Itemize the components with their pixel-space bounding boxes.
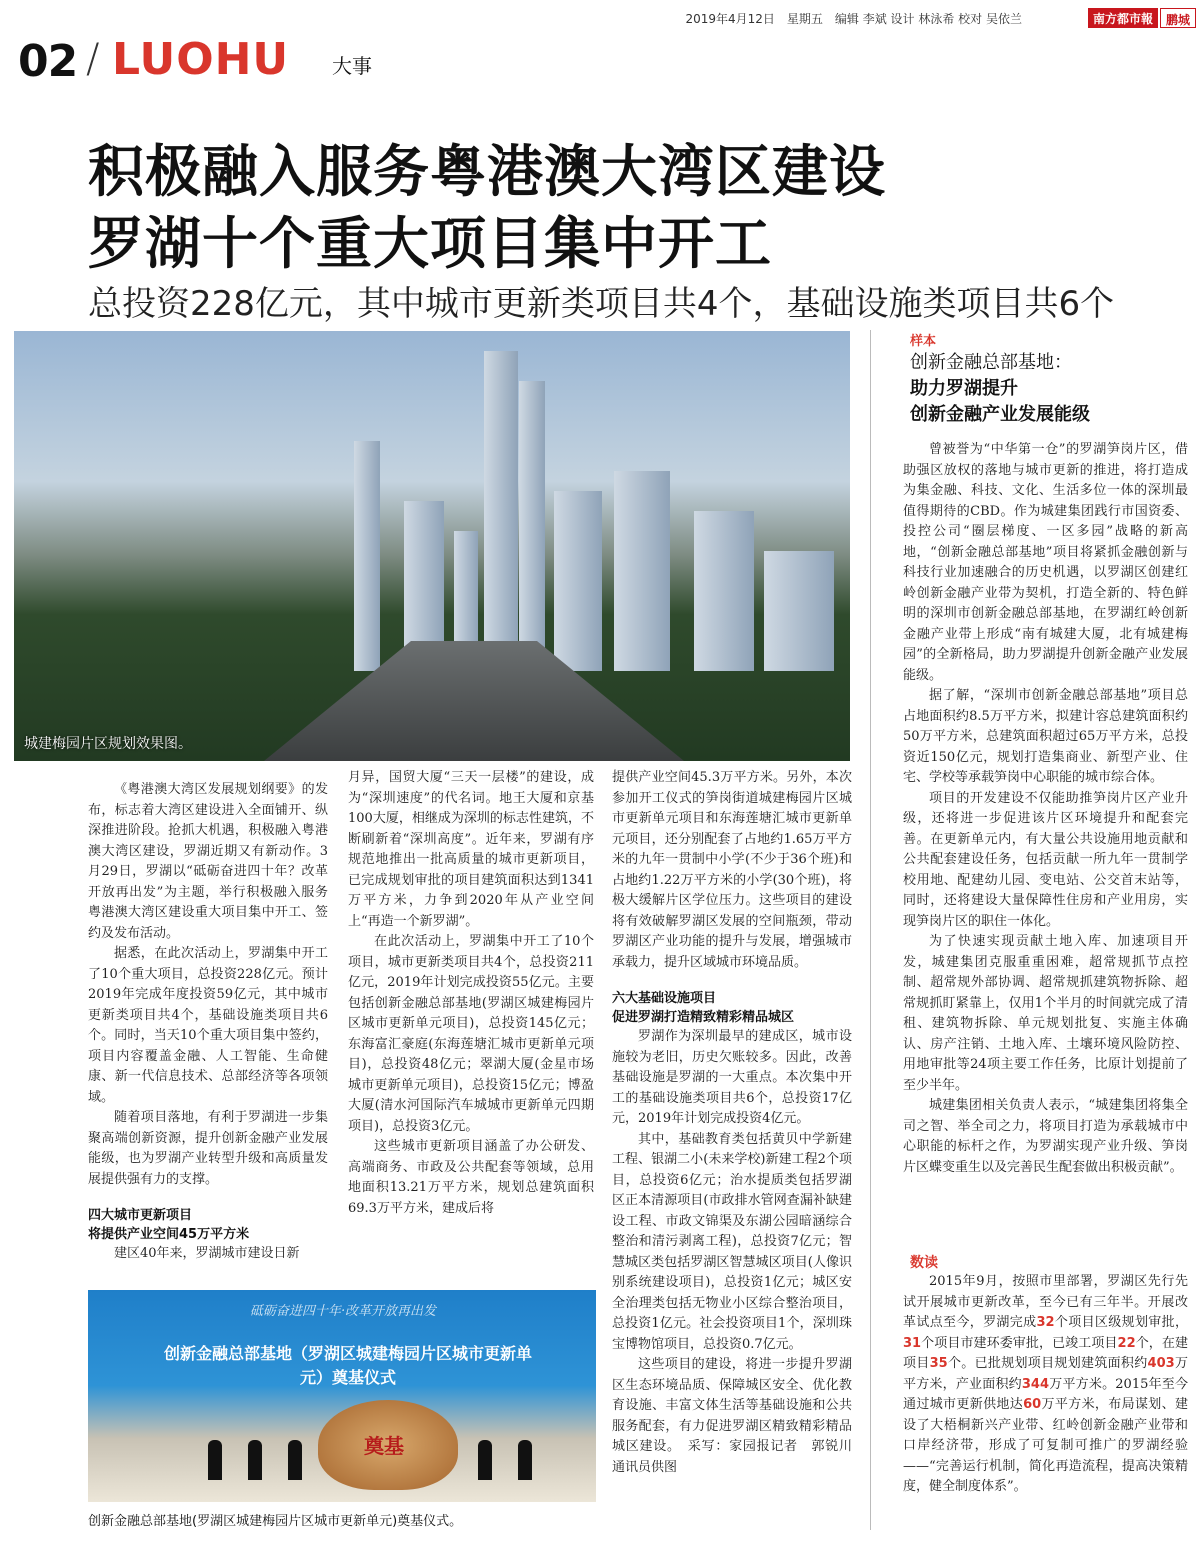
section-divider: / (86, 36, 100, 82)
issue-meta: 2019年4月12日 星期五 编辑 李斌 设计 林泳希 校对 吴依兰 (685, 12, 1022, 26)
paragraph: 这些项目的建设，将进一步提升罗湖区生态环境品质、保障城区安全、优化教育设施、丰富文体生活等基础设施和公共服务配套，有力促进罗湖区精致精彩精品城区建设。 采写：家园报记者 郭锐川 通讯员供图 (612, 1357, 866, 1475)
paragraph: 据了解，“深圳市创新金融总部基地”项目总占地面积约8.5万平方米，拟建计容总建筑面积约50万平方米，总建筑面积超过65万平方米，总投资近150亿元，规划打造集商业、新型产业、住宅、学校等承载笋岗中心职能的城市综合体。 (903, 688, 1188, 785)
article-column-3 (612, 768, 866, 1478)
ceremony-photo (88, 1290, 596, 1502)
subheading-1a: 四大城市更新项目 (88, 1208, 193, 1223)
paragraph: 城建集团相关负责人表示，“城建集团将集全司之智、举全司之力，将项目打造为承载城市中心职能的标杆之作，为罗湖实现产业升级、笋岗片区蝶变重生以及完善民生配套做出积极贡献”。 (903, 1098, 1188, 1175)
headline-line1: 积极融入服务粤港澳大湾区建设 (88, 140, 886, 205)
sidebar-label: 样本 (910, 334, 937, 349)
stat-number: 31 (903, 1335, 922, 1351)
paragraph: 2015年9月，按照市里部署，罗湖区先行先试开展城市更新改革，至今已有三年半。开展改革试点至今，罗湖完成32个项目区级规划审批，31个项目市建环委审批，已竣工项目22个，在建项目35个。已批规划项目规划建筑面积约403万平方米，产业面积约344万平方米。2015年至今通过城市更新供地达60万平方米，布局谋划、建设了大梧桐新兴产业带、红岭创新金融产业带和口岸经济带，形成了可复制可推广的罗湖经验——“完善运行机制，简化再造流程，提高决策精度，健全制度体系”。 (903, 1274, 1188, 1494)
paragraph: 为了快速实现贡献土地入库、加速项目开发，城建集团克服重重困难，超常规抓节点控制、超常规外部协调、超常规抓建筑物拆除、超常规抓盯紧靠上，仅用1个半月的时间就完成了清租、建筑物拆除、单元规划批复、实施主体确认、房产注销、土地入库、土壤环境风险防控、用地审批等24项主要工作任务，比原计划提前了至少半年。 (903, 934, 1188, 1093)
stat-number: 344 (1021, 1376, 1050, 1392)
page-number: 02 (18, 36, 78, 87)
subheading-2b: 促进罗湖打造精致精彩精品城区 (612, 1010, 795, 1025)
section-subtitle: 大事 (332, 54, 372, 78)
rendering-photo (14, 331, 850, 761)
paragraph: 月异，国贸大厦“三天一层楼”的建设，成为“深圳速度”的代名词。地王大厦和京基100大厦，相继成为深圳的标志性建筑，不断刷新着“深圳高度”。近年来，罗湖有序规范地推出一批高质量的城市更新项目，已完成规划审批的项目建筑面积达到1341万平方米，力争到2020年从产业空间上“再造一个新罗湖”。 (348, 770, 594, 929)
subheadline: 总投资228亿元，其中城市更新类项目共4个，基础设施类项目共6个 (88, 284, 1115, 324)
subheading-2a: 六大基础设施项目 (612, 991, 717, 1006)
numbers-label: 数读 (910, 1255, 938, 1271)
photo-caption-2: 创新金融总部基地(罗湖区城建梅园片区城市更新单元)奠基仪式。 (88, 1514, 463, 1529)
sidebar-title-3: 创新金融产业发展能级 (910, 404, 1090, 425)
article-column-1 (88, 780, 328, 1265)
foundation-stone (318, 1400, 458, 1490)
stat-number: 35 (929, 1356, 948, 1371)
paragraph: 提供产业空间45.3万平方米。另外，本次参加开工仪式的笋岗街道城建梅园片区城市更新单元项目和东海莲塘汇城市更新单元项目，还分别配套了占地约1.65万平方米的九年一贯制中小学(不少于36个班)和占地约1.22万平方米的小学(30个班)，将极大缓解片区学位压力。这些项目的建设将有效破解罗湖区发展的空间瓶颈，带动罗湖区产业功能的提升与发展，增强城市承载力，提升区域城市环境品质。 (612, 770, 852, 970)
paragraph: 这些城市更新项目涵盖了办公研发、高端商务、市政及公共配套等领域，总用地面积13.21万平方米，规划总建筑面积69.3万平方米，建成后将 (348, 1139, 594, 1216)
ceremony-banner: 创新金融总部基地（罗湖区城建梅园片区城市更新单元）奠基仪式 (163, 1344, 532, 1387)
paragraph: 其中，基础教育类包括黄贝中学新建工程、银湖二小(未来学校)新建工程2个项目，总投资6亿元；治水提质类包括罗湖区正本清源项目(市政排水管网查漏补缺建设工程、市政文锦渠及东湖公园暗涵综合整治和清污剥离工程)，总投资7亿元；智慧城区类包括罗湖区智慧城区项目(人像识别系统建设项目)，总投资1亿元；城区安全治理类包括无物业小区综合整治项目，总投资1亿元。社会投资项目1个，深圳珠宝博物馆项目，总投资0.7亿元。 (612, 1131, 852, 1352)
paragraph: 据悉，在此次活动上，罗湖集中开工了10个重大项目，总投资228亿元。预计2019年完成年度投资59亿元，其中城市更新类项目共4个，基础设施类项目共6个。同时，当天10个重大项目集中签约，项目内容覆盖金融、人工智能、生命健康、新一代信息技术、总部经济等各项领域。 (88, 946, 328, 1105)
paragraph: 曾被誉为“中华第一仓”的罗湖笋岗片区，借助强区放权的落地与城市更新的推进，将打造成为集金融、科技、文化、生活多位一体的深圳最值得期待的CBD。作为城建集团践行市国资委、投控公司“圈层梯度、一区多园”战略的新高地，“创新金融总部基地”项目将紧抓金融创新与科技行业加速融合的历史机遇，以罗湖区创建红岭创新金融产业带为契机，打造全新的、特色鲜明的深圳市创新金融总部基地，在罗湖红岭创新金融产业带上形成“南有城建大厦，北有城建梅园”的全新格局，助力罗湖提升创新金融产业发展能级。 (903, 442, 1188, 683)
stat-number: 403 (1147, 1356, 1175, 1371)
top-bar (0, 6, 1200, 32)
subheading-1b: 将提供产业空间45万平方米 (88, 1227, 250, 1242)
paragraph: 《粤港澳大湾区发展规划纲要》的发布，标志着大湾区建设进入全面铺开、纵深推进阶段。抢抓大机遇，积极融入粤港澳大湾区建设，罗湖近期又有新动作。3月29日，罗湖以“砥砺奋进四十年？改革开放再出发”为主题，举行积极融入服务粤港澳大湾区建设重大项目集中开工、签约及发布活动。 (88, 782, 328, 941)
paragraph: 项目的开发建设不仅能助推笋岗片区产业升级，还将进一步促进该片区环境提升和配套完善。在更新单元内，有大量公共设施用地贡献和公共配套建设任务，包括贡献一所九年一贯制学校用地、配建幼儿园、变电站、公交首末站等，同时，还将建设大量保障性住房和产业用房，实现笋岗片区的职住一体化。 (903, 790, 1188, 929)
stat-number: 32 (1036, 1315, 1055, 1330)
ceremony-slogan: 砥砺奋进四十年·改革开放再出发 (249, 1304, 437, 1319)
paragraph: 罗湖作为深圳最早的建成区，城市设施较为老旧，历史欠账较多。因此，改善基础设施是罗湖的一大重点。本次集中开工的基础设施类项目共6个，总投资17亿元，2019年计划完成投资4亿元。 (612, 1029, 852, 1126)
stone-text: 奠基 (364, 1434, 404, 1458)
stat-number: 60 (1023, 1397, 1042, 1412)
numbers-body (903, 1272, 1188, 1498)
paragraph: 随着项目落地，有利于罗湖进一步集聚高端创新资源，提升创新金融产业发展能级，也为罗湖产业转型升级和高质量发展提供强有力的支撑。 (88, 1110, 328, 1187)
brand-logo (1088, 8, 1196, 28)
sidebar-body (903, 440, 1188, 1178)
stat-number: 22 (1117, 1335, 1136, 1351)
article-column-2 (348, 768, 594, 1219)
sidebar-title (910, 350, 1090, 428)
section-name: LUOHU (112, 34, 290, 85)
paragraph: 建区40年来，罗湖城市建设日新 (114, 1246, 300, 1261)
sidebar-title-2: 助力罗湖提升 (910, 378, 1018, 399)
brand-edition: 鹏城 (1160, 8, 1196, 28)
brand-name: 南方都市報 (1088, 8, 1158, 28)
column-divider (870, 330, 871, 1530)
photo-caption: 城建梅园片区规划效果图。 (24, 736, 192, 752)
sidebar-title-1: 创新金融总部基地： (910, 352, 1072, 373)
headline-line2: 罗湖十个重大项目集中开工 (88, 212, 772, 277)
paragraph: 在此次活动上，罗湖集中开工了10个项目，城市更新类项目共4个，总投资211亿元，2019年计划完成投资55亿元。主要包括创新金融总部基地(罗湖区城建梅园片区城市更新单元项目)，总投资145亿元；东海富汇豪庭(东海莲塘汇城市更新单元项目)，总投资48亿元；翠湖大厦(金星市场城市更新单元项目)，总投资15亿元；博盈大厦(清水河国际汽车城城市更新单元四期项目)，总投资3亿元。 (348, 934, 594, 1134)
